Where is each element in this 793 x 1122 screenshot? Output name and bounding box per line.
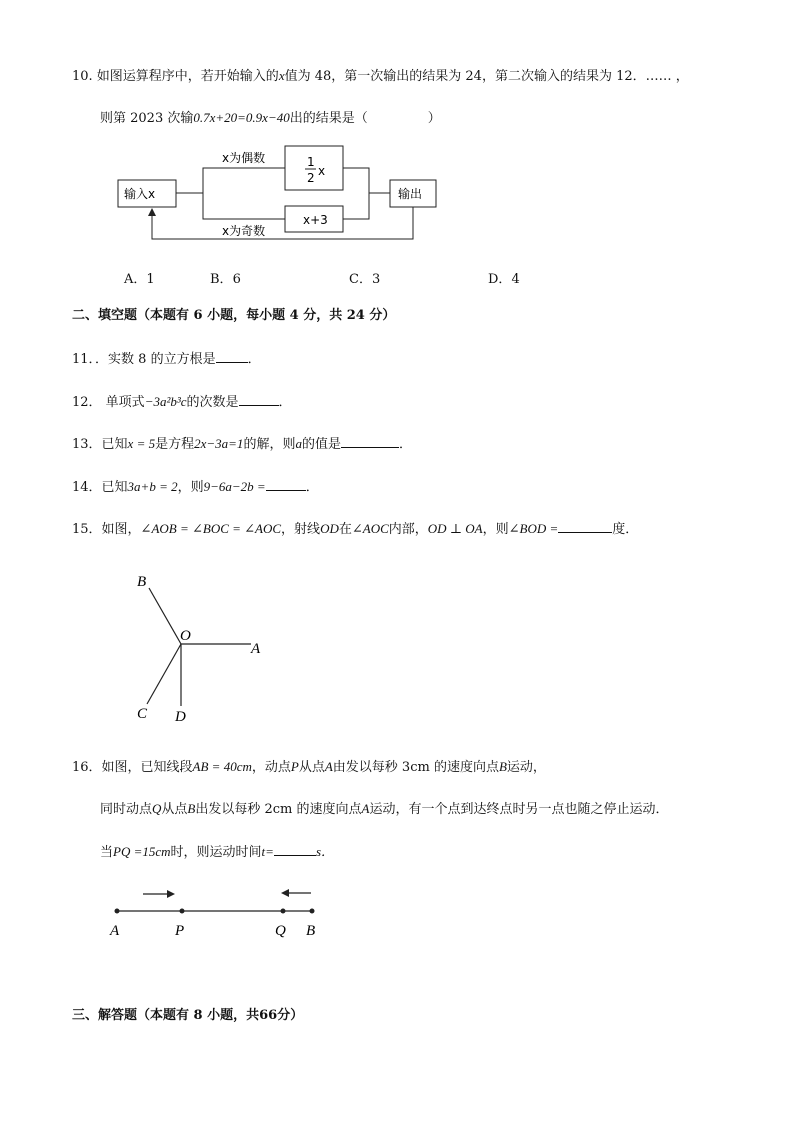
- q13-text: 13．已知: [72, 437, 128, 452]
- option-key: D．: [488, 272, 512, 287]
- q11-text: 11．．实数 8 的立方根是: [72, 352, 216, 367]
- q12-text-b: 的次数是: [186, 395, 239, 410]
- q14: [72, 478, 319, 496]
- arrowhead-left-icon: [281, 889, 289, 897]
- q13-end: ．: [398, 437, 412, 452]
- q15-blank: [558, 520, 612, 533]
- q10-flowchart: [115, 142, 445, 247]
- q15-math3: ∠AOC: [351, 521, 389, 536]
- q16-var-b2: B: [187, 801, 196, 816]
- q16-end: s．: [315, 844, 334, 859]
- q16-var-b: B: [498, 759, 507, 774]
- q10-text-d: 出的结果是（: [289, 111, 368, 126]
- q16-line2: [100, 801, 669, 818]
- q10-text-b: 值为 48，第一次输出的结果为 24，第二次输入的结果为 12．…… ，: [284, 69, 689, 84]
- q15-text-c: 在: [338, 522, 352, 537]
- option-val: 4: [511, 272, 520, 287]
- point-q: [281, 909, 286, 914]
- option-b: [210, 268, 241, 287]
- q16-text-d: 由发以每秒 3cm 的速度向点: [332, 760, 499, 775]
- q15-end: 度．: [612, 522, 639, 537]
- option-c: [349, 268, 380, 287]
- q16-line3: [100, 843, 334, 861]
- q15-math5: ∠BOD =: [508, 521, 559, 536]
- q15-math1: ∠AOB = ∠BOC = ∠AOC: [140, 521, 282, 536]
- q11-blank: [216, 350, 248, 363]
- flow-even-label: x为偶数: [222, 151, 266, 165]
- q15-math2: OD: [320, 521, 339, 536]
- point-p: [180, 909, 185, 914]
- option-a: [124, 268, 155, 287]
- q16-text-c: 从点: [298, 760, 325, 775]
- ray-ob: [149, 588, 181, 644]
- section-2-heading: 二、填空题（本题有 6 小题，每小题 4 分，共 24 分）: [72, 308, 396, 323]
- flow-half-num: 1: [307, 155, 315, 169]
- q13-blank: [341, 435, 399, 448]
- q15-text-b: ，射线: [281, 522, 321, 537]
- q16-var-p: P: [290, 759, 299, 774]
- q13-text-c: 的解，则: [243, 437, 296, 452]
- option-val: 3: [371, 272, 381, 287]
- q10-math: 0.7x+20=0.9x−40: [193, 110, 290, 125]
- q12-blank: [239, 393, 279, 406]
- label-c: C: [137, 706, 148, 722]
- q16-var-a2: A: [361, 801, 370, 816]
- q11: [72, 350, 261, 368]
- q16-text-i: 运动，有一个点到达终点时另一点也随之停止运动．: [369, 802, 669, 817]
- q16-math: AB = 40cm: [192, 759, 252, 774]
- label-d: D: [175, 709, 186, 725]
- q13: [72, 435, 412, 453]
- label-o: O: [180, 628, 191, 644]
- q16-segment-figure: [105, 882, 335, 942]
- q16-text: 16．如图，已知线段: [72, 760, 193, 775]
- q16-var-t: t=: [261, 844, 274, 859]
- option-d: [488, 268, 520, 287]
- flow-half-var: x: [318, 164, 326, 178]
- q16-text-f: 同时动点: [100, 802, 153, 817]
- q10-text-c: 则第 2023 次输: [100, 111, 194, 126]
- q15-text: 15．如图，: [72, 522, 141, 537]
- q16-blank: [274, 843, 316, 856]
- label-a: A: [110, 923, 120, 939]
- q16-var-a: A: [324, 759, 333, 774]
- q16-text-b: ，动点: [251, 760, 291, 775]
- q15-text-e: ，则: [482, 522, 509, 537]
- q13-math3: a: [295, 436, 302, 451]
- q16-math2: PQ =15cm: [113, 844, 171, 859]
- q14-blank: [266, 478, 306, 491]
- label-q: Q: [275, 923, 286, 939]
- q16-var-q: Q: [152, 801, 162, 816]
- q14-text-b: ，则: [177, 480, 204, 495]
- q15-math4: OD ⊥ OA: [427, 521, 483, 536]
- option-key: C．: [349, 272, 372, 287]
- option-val: 6: [232, 272, 241, 287]
- option-key: B．: [210, 272, 233, 287]
- q10-text: 10. 如图运算程序中，若开始输入的: [72, 69, 279, 84]
- flow-odd-label: x为奇数: [222, 224, 266, 238]
- q10-paren-close: ）: [427, 111, 441, 126]
- q12-math: −3a²b³c: [144, 394, 187, 409]
- flow-input-label: 输入x: [124, 187, 156, 201]
- q16-text-j: 当: [100, 845, 114, 860]
- q12-text: 12． 单项式: [72, 395, 145, 410]
- q16-text-h: 出发以每秒 2cm 的速度向点: [195, 802, 362, 817]
- flow-output-label: 输出: [398, 187, 423, 201]
- q14-math1: 3a+b = 2: [127, 479, 178, 494]
- arrowhead-right-icon: [167, 890, 175, 898]
- ray-oc: [147, 644, 181, 704]
- q15: [72, 520, 638, 538]
- q15-angle-figure: [125, 568, 275, 728]
- section-3-heading: 三、解答题（本题有 8 小题，共66分）: [72, 1008, 304, 1023]
- q16-text-k: 时，则运动时间: [170, 845, 262, 860]
- q13-text-d: 的值是: [301, 437, 341, 452]
- q12-end: ．: [278, 395, 292, 410]
- label-b: B: [137, 574, 147, 590]
- q14-end: ．: [305, 480, 319, 495]
- q10-line1: [72, 68, 689, 85]
- q14-text: 14．已知: [72, 480, 128, 495]
- q16-text-e: 运动，: [506, 760, 546, 775]
- point-b: [310, 909, 315, 914]
- q13-math1: x = 5: [127, 436, 156, 451]
- label-b: B: [306, 923, 316, 939]
- var-x: x: [278, 68, 285, 83]
- q16-text-g: 从点: [161, 802, 188, 817]
- point-a: [115, 909, 120, 914]
- option-val: 1: [146, 272, 155, 287]
- q10-line2: [100, 110, 441, 127]
- label-p: P: [175, 923, 185, 939]
- q13-math2: 2x−3a=1: [194, 436, 244, 451]
- label-a: A: [251, 641, 261, 657]
- q15-text-d: 内部，: [388, 522, 428, 537]
- flow-plus3-label: x+3: [303, 213, 328, 227]
- q11-end: ．: [247, 352, 261, 367]
- q16-line1: [72, 759, 546, 776]
- option-key: A．: [124, 272, 147, 287]
- q12: [72, 393, 292, 411]
- flow-half-den: 2: [307, 171, 315, 185]
- arrow-up-icon: [148, 208, 156, 216]
- q13-text-b: 是方程: [155, 437, 195, 452]
- q14-math2: 9−6a−2b =: [203, 479, 266, 494]
